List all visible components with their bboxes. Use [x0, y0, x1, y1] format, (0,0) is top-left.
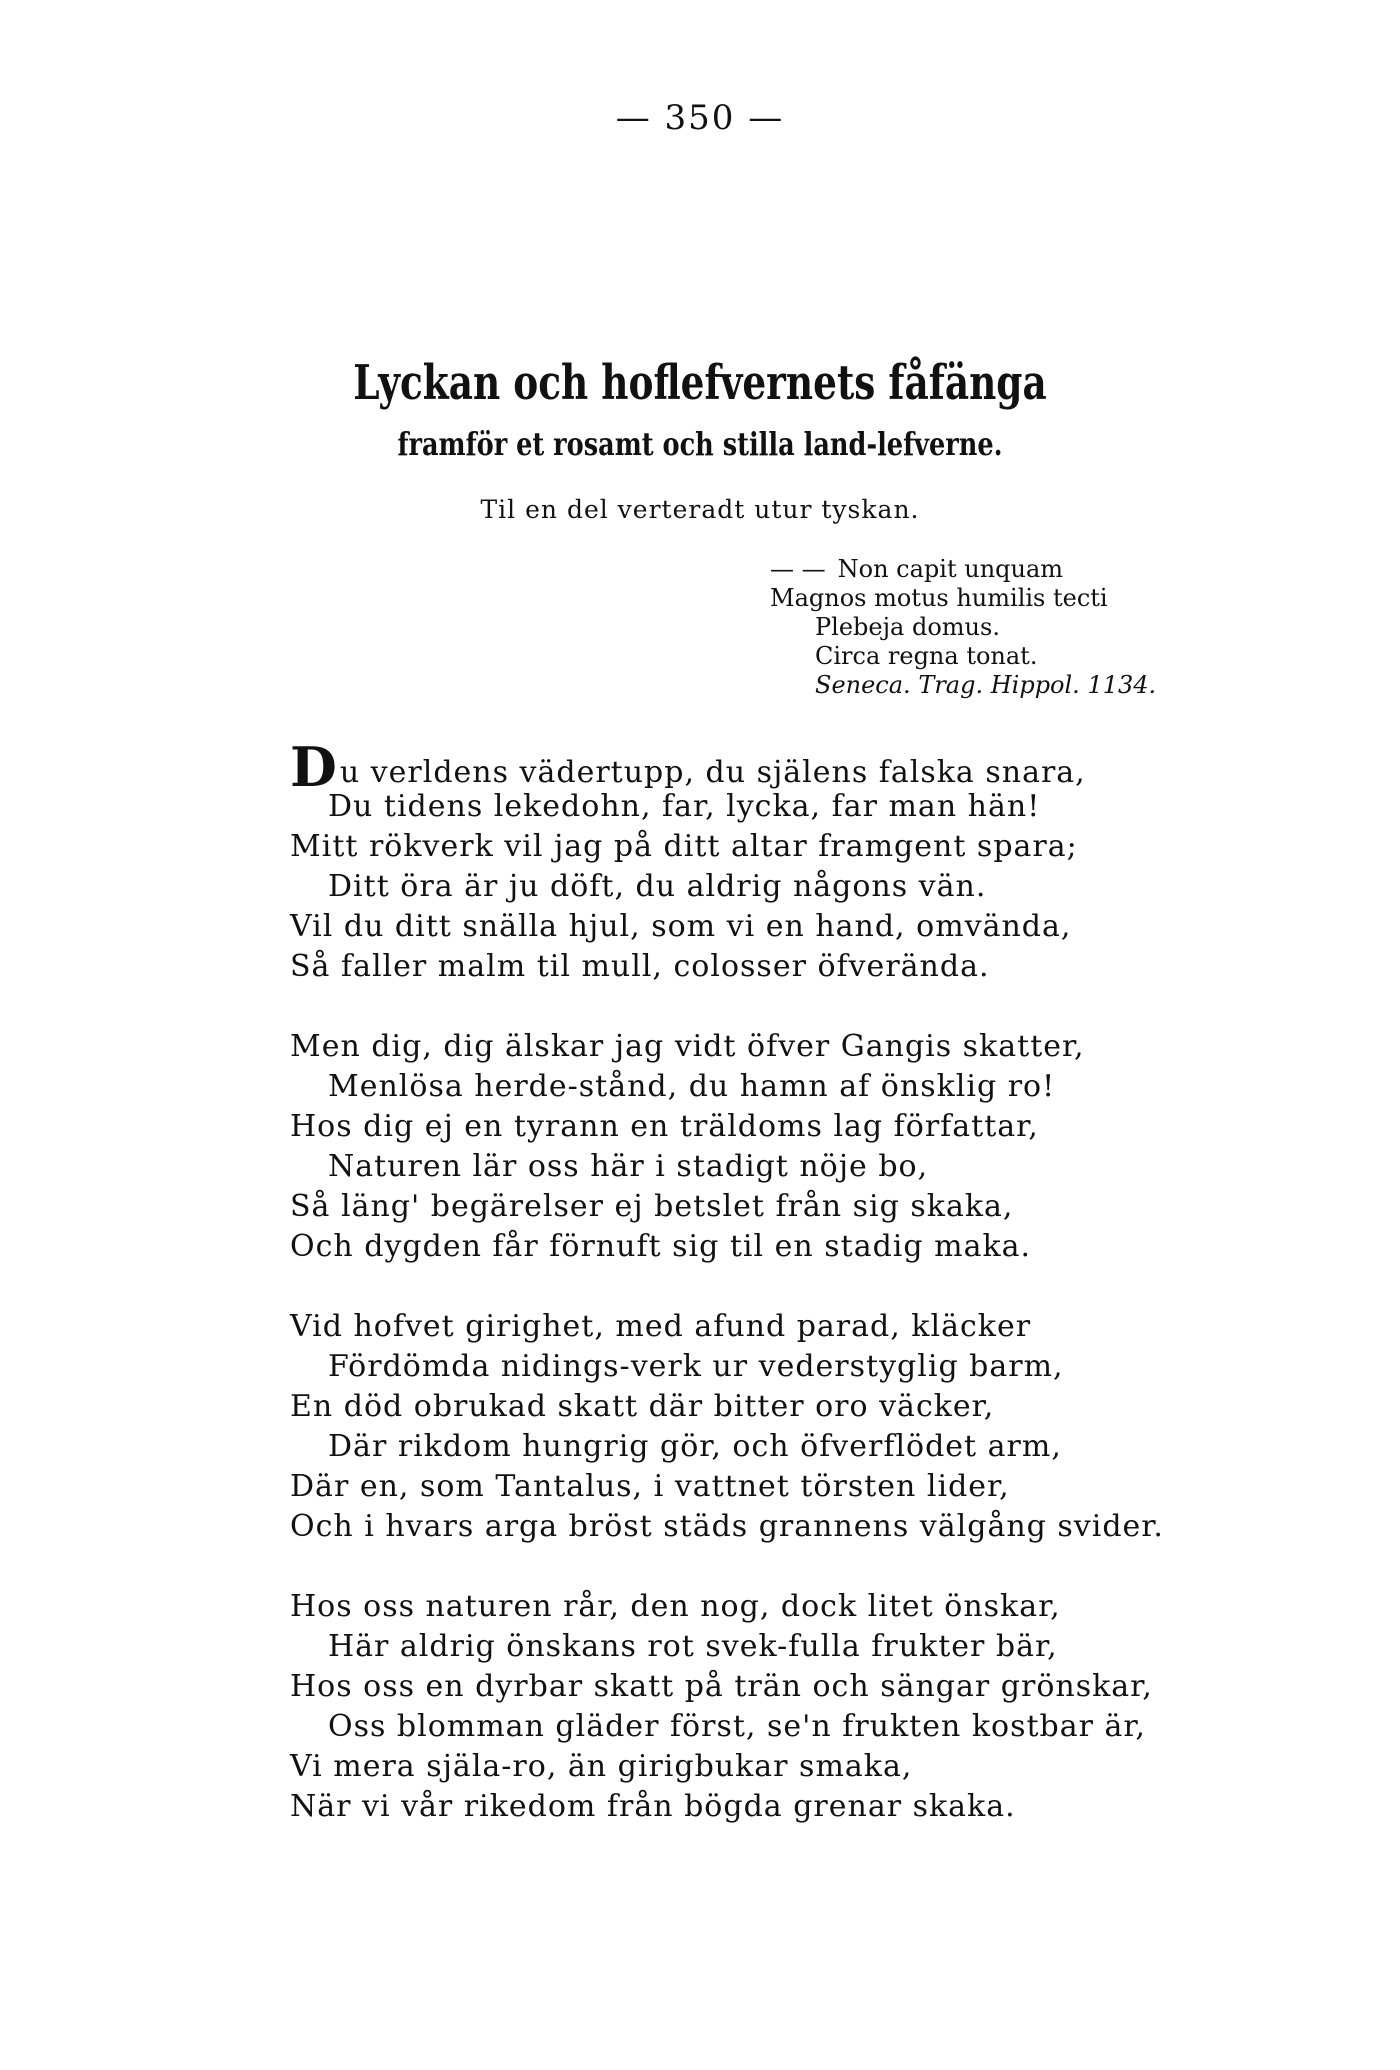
verse-line: Och dygden får förnuft sig til en stadig maka. [290, 1229, 1032, 1264]
verse-line: Mitt rökverk vil jag på ditt altar framgent spara; [290, 829, 1078, 864]
verse-text: u verldens vädertupp, du själens falska snara, [339, 755, 1086, 790]
verse-line: Här aldrig önskans rot svek-fulla frukter bär, [328, 1629, 1058, 1664]
verse-line: Fördömda nidings-verk ur vederstyglig barm, [328, 1349, 1064, 1384]
stanza [290, 735, 1164, 987]
verse-line: Du tidens lekedohn, far, lycka, far man hän! [328, 789, 1041, 824]
verse-line: Så faller malm til mull, colosser öfverända. [290, 949, 990, 984]
epigraph [770, 555, 1156, 700]
epigraph-citation: Seneca. Trag. Hippol. 1134. [815, 671, 1157, 699]
verse-line: Vil du ditt snälla hjul, som vi en hand, omvända, [290, 909, 1072, 944]
verse-line: Hos oss naturen rår, den nog, dock litet önskar, [290, 1589, 1061, 1624]
source-note: Til en del verteradt utur tyskan. [480, 495, 920, 524]
verse-line: Vi mera själa-ro, än girigbukar smaka, [290, 1749, 913, 1784]
verse-line: Naturen lär oss här i stadigt nöje bo, [328, 1149, 929, 1184]
stanza [290, 1587, 1164, 1827]
epigraph-line: Plebeja domus. [815, 613, 1000, 641]
verse-line: Där rikdom hungrig gör, och öfverflödet arm, [328, 1429, 1062, 1464]
verse-line: Hos oss en dyrbar skatt på trän och sängar grönskar, [290, 1669, 1153, 1704]
verse-line: Menlösa herde-stånd, du hamn af önsklig ro! [328, 1069, 1056, 1104]
verse-line: Men dig, dig älskar jag vidt öfver Gangis skatter, [290, 1029, 1085, 1064]
poem-body [290, 735, 1164, 1867]
verse-line: När vi vår rikedom från bögda grenar skaka. [290, 1789, 1016, 1824]
verse-line: Oss blomman gläder först, se'n frukten kostbar är, [328, 1709, 1146, 1744]
verse-line: Ditt öra är ju döft, du aldrig någons vän. [328, 869, 987, 904]
verse-line: En död obrukad skatt där bitter oro väcker, [290, 1389, 995, 1424]
verse-line [290, 735, 1164, 799]
stanza [290, 1027, 1164, 1267]
poem-subtitle: framför et rosamt och stilla land-lefverne. [397, 425, 1003, 463]
epigraph-text: Non capit unquam [837, 555, 1064, 583]
verse-line: Hos dig ej en tyrann en träldoms lag författar, [290, 1109, 1039, 1144]
page-number: — 350 — [615, 98, 785, 138]
epigraph-line: Magnos motus humilis tecti [770, 584, 1108, 612]
drop-cap: D [290, 735, 338, 799]
epigraph-line: Circa regna tonat. [815, 642, 1038, 670]
stanza [290, 1307, 1164, 1547]
verse-line: Vid hofvet girighet, med afund parad, kläcker [290, 1309, 1032, 1344]
poem-title: Lyckan och hoflefvernets fåfänga [353, 355, 1047, 411]
epigraph-line [770, 555, 1156, 584]
verse-line: Så läng' begärelser ej betslet från sig skaka, [290, 1189, 1014, 1224]
verse-line: Där en, som Tantalus, i vattnet törsten lider, [290, 1469, 1010, 1504]
verse-line: Och i hvars arga bröst städs grannens välgång svider. [290, 1509, 1164, 1544]
epigraph-dash: — — [770, 555, 826, 583]
